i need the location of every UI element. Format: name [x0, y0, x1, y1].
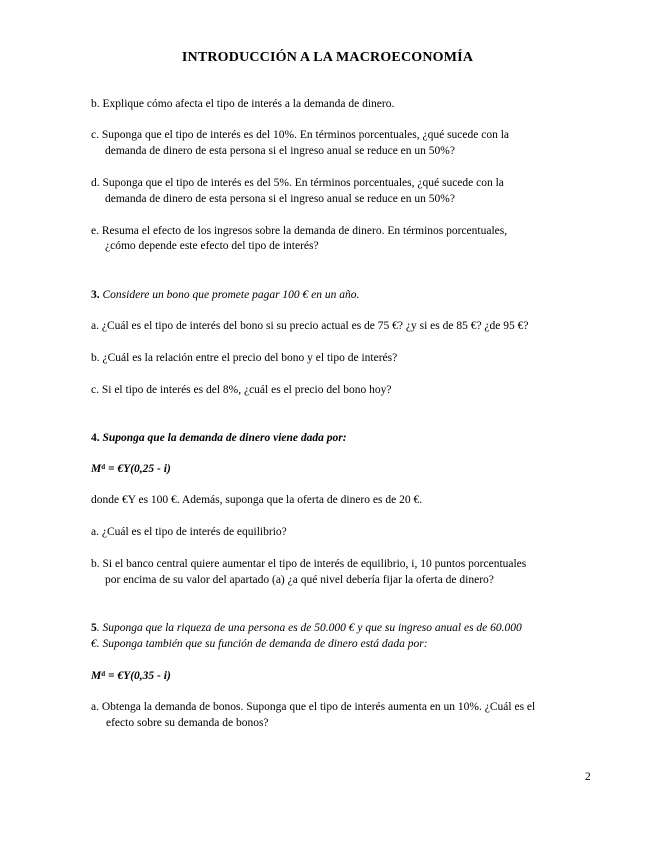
q4-number: 4.	[91, 432, 100, 444]
q5-formula-rest: = €Y(0,35 - i)	[105, 670, 171, 682]
q4-formula-rest: = €Y(0,25 - i)	[105, 463, 171, 475]
q4-item-a: a. ¿Cuál es el tipo de interés de equilibrio?	[91, 526, 287, 538]
question-c-line-2: demanda de dinero de esta persona si el ingreso anual se reduce en un 50%?	[105, 145, 455, 157]
q3-item-a: a. ¿Cuál es el tipo de interés del bono si su precio actual es de 75 €? ¿y si es de 85 €? ¿de 95 €?	[91, 320, 529, 332]
q4-formula-m: M	[91, 463, 102, 475]
q5-heading-line-1	[91, 621, 522, 635]
question-c-line-1: c. Suponga que el tipo de interés es del 10%. En términos porcentuales, ¿qué sucede con la	[91, 129, 510, 141]
question-e-line-1: e. Resuma el efecto de los ingresos sobre la demanda de dinero. En términos porcentuales,	[91, 225, 508, 237]
q5-formula-m: M	[91, 670, 102, 682]
q3-statement: Considere un bono que promete pagar 100 € en un año.	[102, 289, 360, 301]
q5-formula	[91, 669, 171, 683]
q5-item-a-line-1: a. Obtenga la demanda de bonos. Suponga que el tipo de interés aumenta en un 10%. ¿Cuál es el	[91, 701, 536, 713]
question-b-text: b. Explique cómo afecta el tipo de interés a la demanda de dinero.	[91, 98, 395, 110]
q4-item-b-line-1: b. Si el banco central quiere aumentar el tipo de interés de equilibrio, i, 10 puntos porcentuales	[91, 558, 527, 570]
q4-item-b-line-2: por encima de su valor del apartado (a) ¿a qué nivel debería fijar la oferta de dinero?	[105, 574, 494, 586]
page-number: 2	[585, 771, 591, 783]
q5-statement-1: . Suponga que la riqueza de una persona es de 50.000 € y que su ingreso anual es de 60.000	[96, 622, 522, 634]
q4-formula-sup: d	[101, 463, 106, 471]
page-title: INTRODUCCIÓN A LA MACROECONOMÍA	[181, 50, 474, 65]
q5-item-a-line-2: efecto sobre su demanda de bonos?	[106, 717, 269, 729]
q3-item-c: c. Si el tipo de interés es del 8%, ¿cuál es el precio del bono hoy?	[91, 384, 392, 396]
q3-item-b: b. ¿Cuál es la relación entre el precio del bono y el tipo de interés?	[91, 352, 398, 364]
q4-statement: Suponga que la demanda de dinero viene dada por:	[102, 432, 347, 444]
q5-heading-line-2: €. Suponga también que su función de demanda de dinero está dada por:	[91, 638, 428, 650]
q5-formula-sup: d	[101, 670, 106, 678]
q4-formula	[91, 462, 171, 476]
q5-number: 5	[91, 622, 97, 634]
question-d-line-1: d. Suponga que el tipo de interés es del 5%. En términos porcentuales, ¿qué sucede con la	[91, 177, 504, 189]
q3-number: 3.	[91, 289, 100, 301]
q3-heading	[91, 288, 359, 302]
question-d-line-2: demanda de dinero de esta persona si el ingreso anual se reduce en un 50%?	[105, 193, 455, 205]
q4-heading	[91, 431, 347, 445]
q4-donde: donde €Y es 100 €. Además, suponga que la oferta de dinero es de 20 €.	[91, 494, 423, 506]
question-e-line-2: ¿cómo depende este efecto del tipo de interés?	[105, 240, 319, 252]
